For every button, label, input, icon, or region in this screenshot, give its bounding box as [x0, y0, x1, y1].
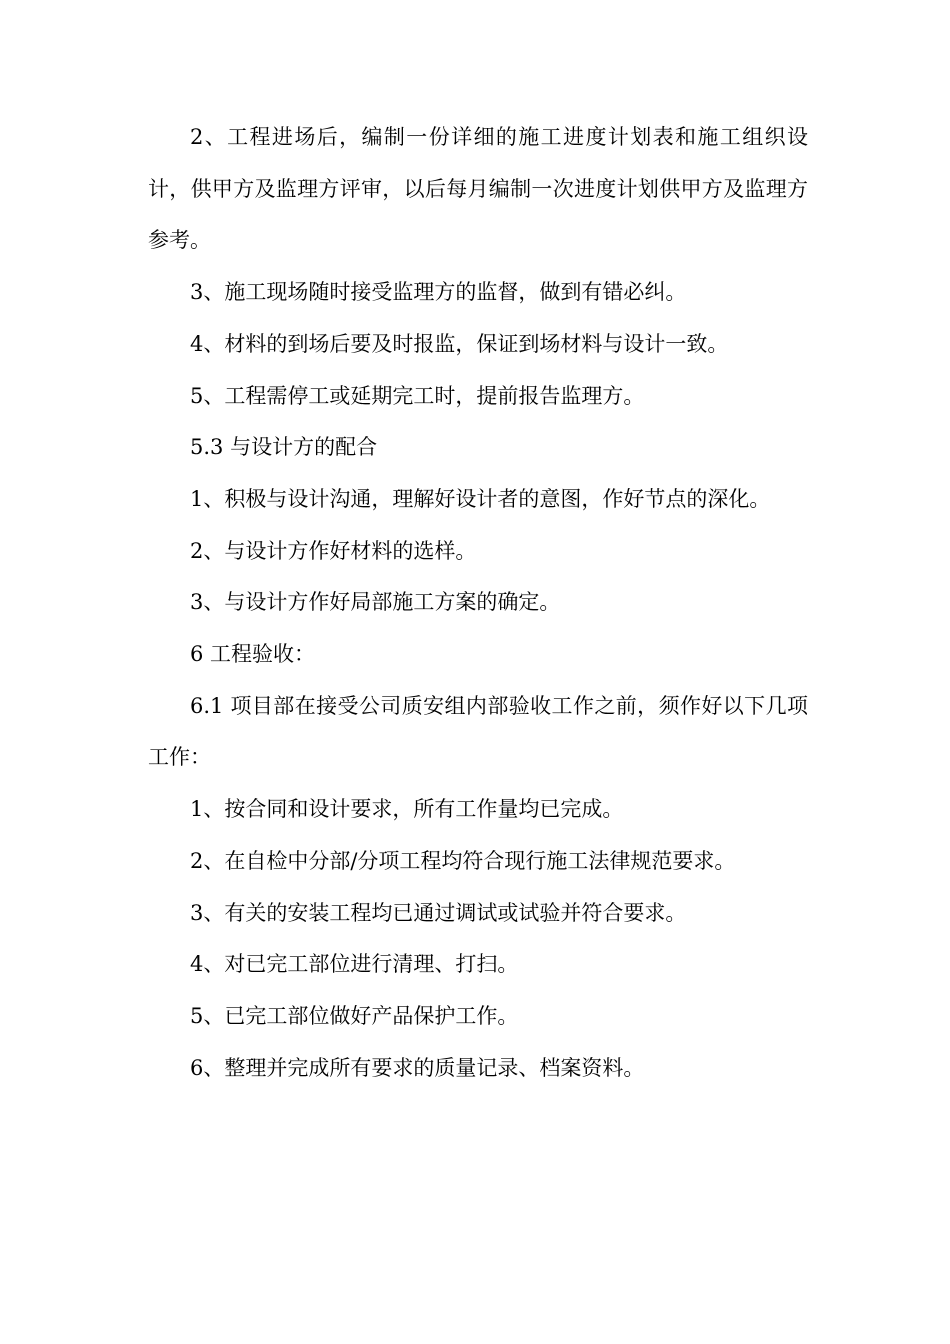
paragraph-cleanup: 4、对已完工部位进行清理、打扫。 [190, 952, 519, 977]
paragraph-material-selection: 2、与设计方作好材料的选样。 [190, 538, 477, 563]
paragraph-material-report: 4、材料的到场后要及时报监，保证到场材料与设计一致。 [190, 331, 729, 356]
paragraph-construction-plan: 3、与设计方作好局部施工方案的确定。 [190, 590, 561, 615]
paragraph-installation-test: 3、有关的安装工程均已通过调试或试验并符合要求。 [190, 900, 687, 925]
section-heading-6: 6 工程验收： [190, 642, 316, 667]
paragraph-design-communication: 1、积极与设计沟通，理解好设计者的意图，作好节点的深化。 [190, 486, 771, 511]
section-heading-5-3: 5.3 与设计方的配合 [190, 435, 378, 460]
paragraph-delay-report: 5、工程需停工或延期完工时，提前报告监理方。 [190, 383, 645, 408]
paragraph-schedule-plan: 2、工程进场后，编制一份详细的施工进度计划表和施工组织设计，供甲方及监理方评审，以后每月编制一次进度计划供甲方及监理方参考。 [148, 125, 808, 253]
document-body [148, 112, 808, 1094]
paragraph-workload-complete: 1、按合同和设计要求，所有工作量均已完成。 [190, 797, 624, 822]
paragraph-supervision: 3、施工现场随时接受监理方的监督，做到有错必纠。 [190, 280, 687, 305]
section-heading-6-1: 6.1 项目部在接受公司质安组内部验收工作之前，须作好以下几项工作： [148, 693, 808, 770]
paragraph-quality-records: 6、整理并完成所有要求的质量记录、档案资料。 [190, 1055, 645, 1080]
paragraph-product-protection: 5、已完工部位做好产品保护工作。 [190, 1003, 519, 1028]
paragraph-self-inspection: 2、在自检中分部/分项工程均符合现行施工法律规范要求。 [190, 848, 736, 873]
